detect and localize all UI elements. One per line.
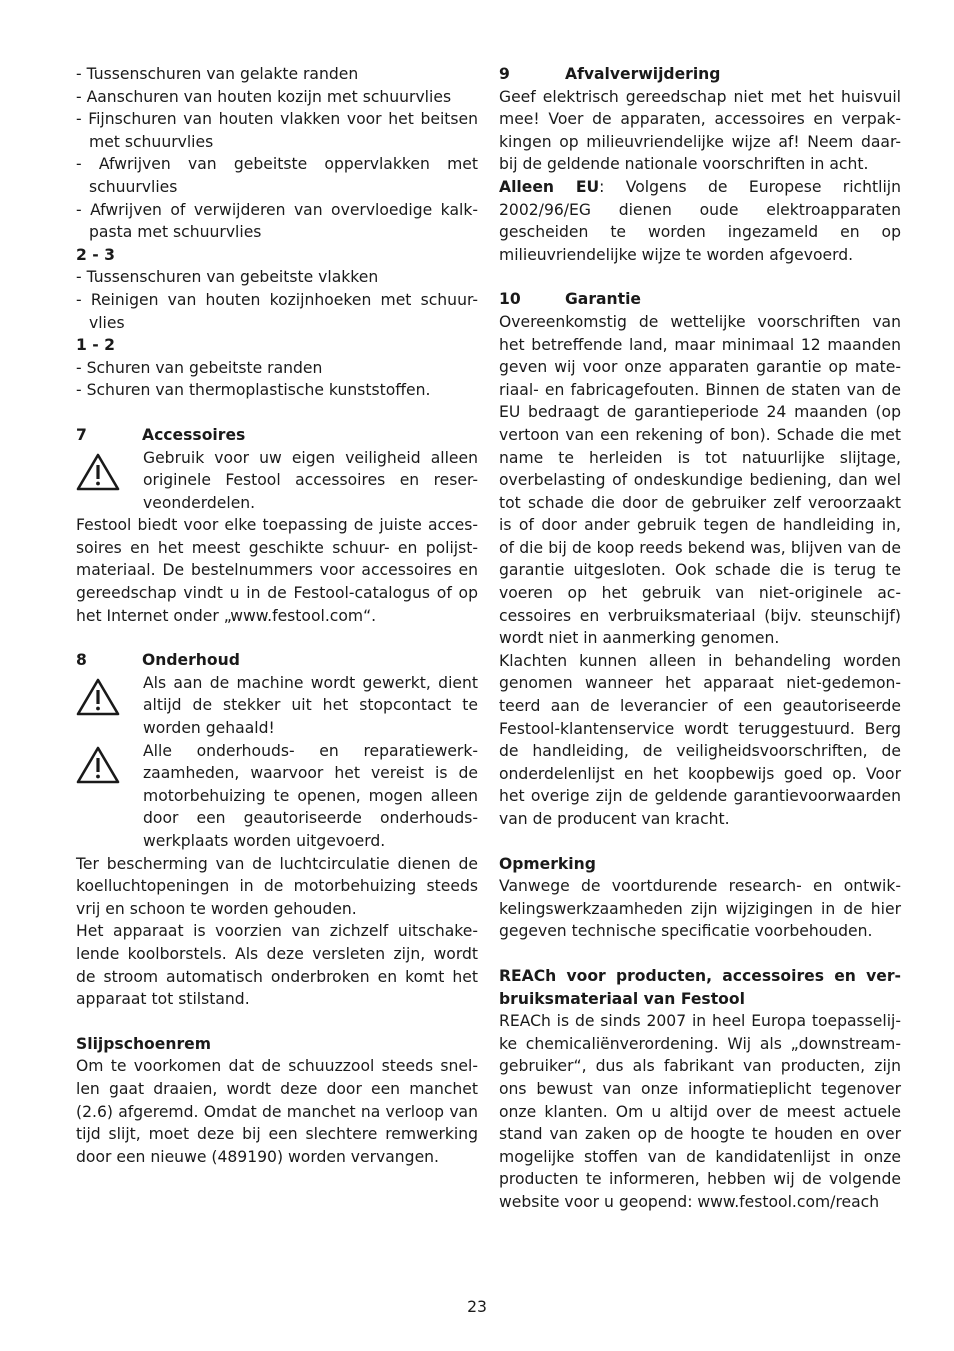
warning-block [76, 447, 478, 515]
section-7-body: Festool biedt voor elke toepassing de juiste acces-soires en het meest geschikte schuur- en polijst-materiaal. De bestelnummers voor accessoires en gereedschap vindt u in de Festool-catalogus of op het Internet onder „www.festool.com“. [76, 516, 478, 625]
list-item: - Schuren van thermoplastische kunststoffen. [76, 381, 431, 400]
section-8-body: Ter bescherming van de luchtcirculatie dienen de koelluchtopeningen in de motorbehuizing steeds vrij en schoon te worden gehouden. [76, 854, 478, 918]
opmerking-body: Vanwege de voortdurende research- en ontwik-kelingswerkzaamheden zijn wijzigingen in de hier gegeven technische specificatie voorbehouden. [499, 877, 901, 941]
reach-heading: REACh voor producten, accessoires en ver-bruiksmateriaal van Festool [499, 966, 901, 1008]
eu-label: Alleen EU [499, 177, 600, 196]
subheading-1-2: 1 - 2 [76, 336, 116, 355]
reach-body: REACh is de sinds 2007 in heel Europa toepasselij-ke chemicaliënverordening. Wij als „downstream-gebruiker“, dus als fabrikant van producten, zijn ons bewust van onze informatieplicht tegenover onze klanten. Om u altijd over de meest actuele stand van zaken op de hoogte te houden en over mogelijke stoffen van de kandidatenlijst in onze producten te informeren, hebben wij de volgende website voor u geopend: www.festool.com/reach [499, 1012, 901, 1211]
section-number: 8 [76, 651, 87, 670]
list-item: - Fijnschuren van houten vlakken voor het beitsen met schuurvlies [76, 110, 478, 151]
section-title: Garantie [565, 290, 642, 309]
section-9-eu [499, 176, 901, 266]
eu-text: : Volgens de Europese richtlijn 2002/96/EG dienen oude elektroapparaten gescheiden te worden ingezameld en op milieuvriendelijke wijze te worden afgevoerd. [499, 177, 901, 264]
usage-list-c [76, 357, 478, 402]
slijpschoenrem-body: Om te voorkomen dat de schuuzzool steeds snel-len gaat draaien, wordt deze door een manchet (2.6) afgeremd. Omdat de manchet na verloop van tijd slijt, moet deze bij een slechtere remwerking door een nieuwe (489190) worden vervangen. [76, 1057, 478, 1166]
section-10-heading [499, 288, 901, 311]
section-10-body: Overeenkomstig de wettelijke voorschriften van het betreffende land, maar minimaal 12 maanden geven wij voor onze apparaten garantie op mate-riaal- en fabricagefouten. Binnen de staten van de EU bedraagt de garantieperiode 24 maanden (op vertoon van een rekening of bon). Schade die met name te herleiden is tot natuurlijke slijtage, overbelasting of ondeskundige bediening, dan wel tot schade die door de gebruiker zelf veroorzaakt is of door ander gebruik tegen de handleiding in, of die bij de koop reeds bekend was, blijven van de garantie uitgesloten. Ook schade die is terug te voeren op het gebruik van niet-originele ac-cessoires en verbruiksmateriaal (bijv. steunschijf) wordt niet in aanmerking genomen. [499, 312, 901, 648]
section-number: 7 [76, 425, 87, 444]
subheading-2-3: 2 - 3 [76, 245, 116, 264]
section-9-body: Geef elektrisch gereedschap niet met het huisvuil mee! Voer de apparaten, accessoires en verpak-kingen op milieuvriendelijke wijze af! Neem daar-bij de geldende nationale voorschriften in acht. [499, 87, 901, 174]
section-title: Accessoires [142, 425, 246, 444]
usage-list-b [76, 266, 478, 334]
section-title: Afvalverwijdering [565, 65, 721, 83]
list-item: - Schuren van gebeitste randen [76, 358, 323, 377]
warning-block [76, 672, 478, 740]
section-number: 9 [499, 65, 510, 83]
warning-triangle-icon [76, 740, 143, 853]
section-9-heading [499, 63, 901, 86]
section-10-body: Klachten kunnen alleen in behandeling worden genomen wanneer het apparaat niet-gedemon-teerd aan de leverancier of een geautoriseerde Festool-klantenservice wordt teruggestuurd. Berg de handleiding, de veiligheidsvoorschriften, de onderdelenlijst en het koopbewijs goed op. Voor het overige zijn de geldende garantievoorwaarden van de producent van kracht. [499, 651, 901, 828]
warning-block [76, 740, 478, 853]
left-column [76, 63, 478, 1168]
warning-text: Gebruik voor uw eigen veiligheid alleen originele Festool accessoires en reser-veonderdelen. [143, 448, 478, 512]
list-item: - Afwrijven of verwijderen van overvloedige kalk-pasta met schuurvlies [76, 200, 478, 242]
section-title: Onderhoud [142, 651, 240, 670]
section-number: 10 [499, 290, 521, 309]
list-item: - Tussenschuren van gelakte randen [76, 65, 359, 83]
right-column [499, 63, 901, 1214]
warning-text: Als aan de machine wordt gewerkt, dient altijd de stekker uit het stopcontact te worden gehaald! [143, 673, 478, 738]
list-item: - Reinigen van houten kozijnhoeken met schuur-vlies [76, 290, 478, 332]
section-8-body: Het apparaat is voorzien van zichzelf uitschake-lende koolborstels. Als deze versleten zijn, wordt de stroom automatisch onderbroken en komt het apparaat tot stilstand. [76, 922, 478, 1009]
section-8-heading [76, 649, 478, 672]
warning-text: Alle onderhouds- en reparatiewerk-zaamheden, waarvoor het vereist is de motorbehuizing te openen, mogen alleen door een geautoriseerde onderhouds-werkplaats worden uitgevoerd. [143, 741, 478, 850]
warning-triangle-icon [76, 672, 143, 740]
warning-triangle-icon [76, 447, 143, 515]
page-number: 23 [467, 1298, 487, 1316]
usage-list-a [76, 63, 478, 244]
list-item: - Afwrijven van gebeitste oppervlakken met schuurvlies [76, 155, 478, 196]
slijpschoenrem-heading: Slijpschoenrem [76, 1034, 211, 1053]
section-7-heading [76, 424, 478, 447]
opmerking-heading: Opmerking [499, 854, 596, 873]
list-item: - Aanschuren van houten kozijn met schuurvlies [76, 87, 452, 106]
list-item: - Tussenschuren van gebeitste vlakken [76, 268, 379, 287]
